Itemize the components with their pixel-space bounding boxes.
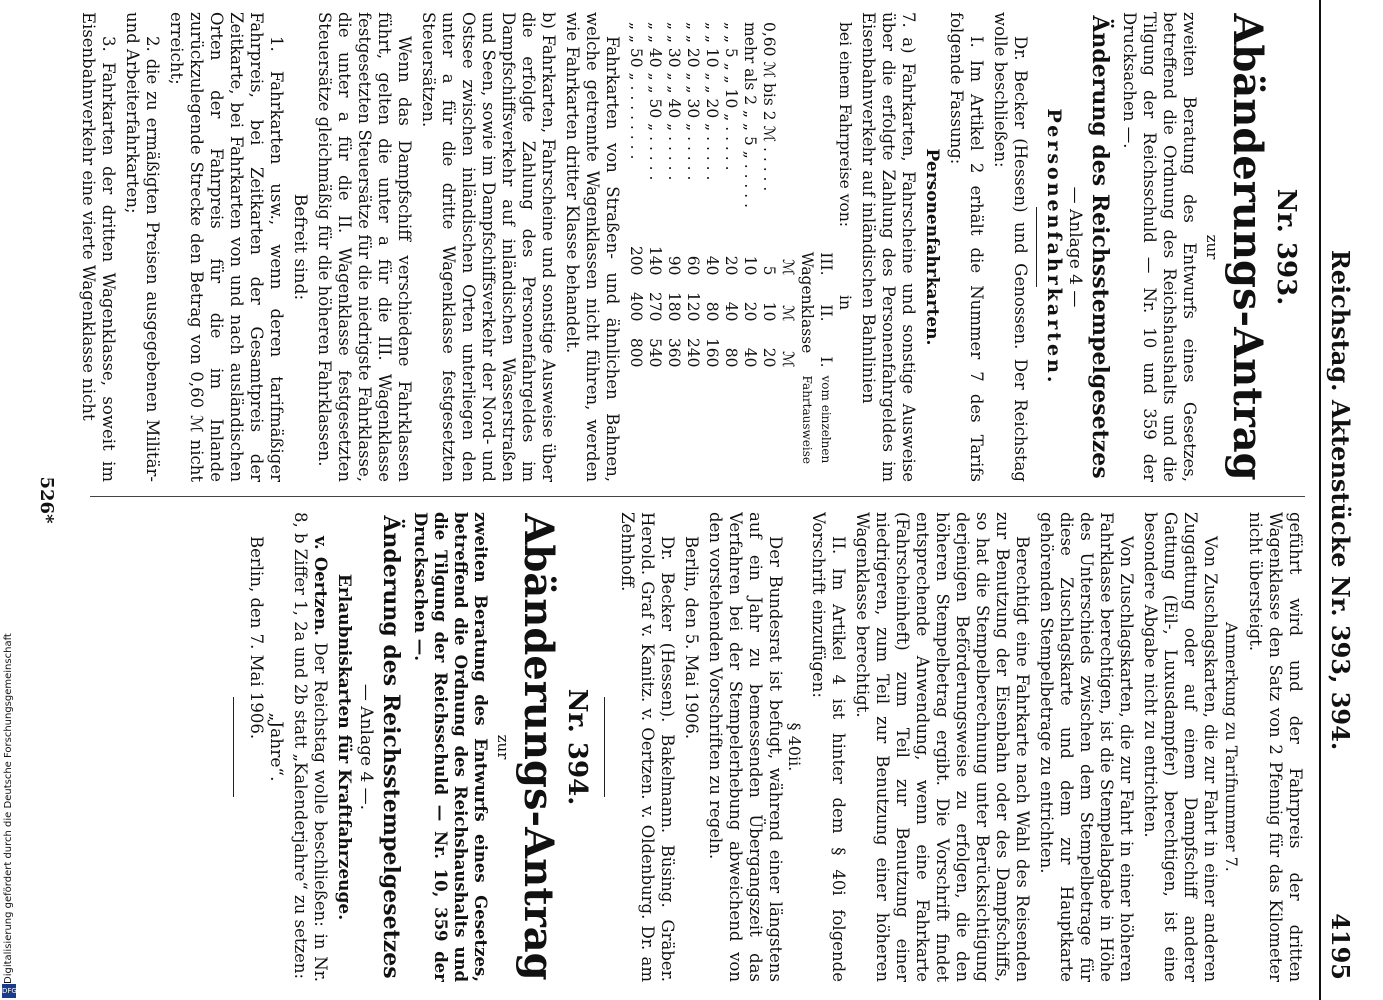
separator: [604, 697, 605, 797]
fare-value: 80: [722, 347, 740, 368]
anmerkung-2: Von Zuschlagskarten, die zur Fahrt in einer höheren Fahrklasse berechtigen, ist die Stempelabgabe in Höhe des Unterschieds zwischen dem Stempelbetrage für diese Zuschlagskarte und dem zur Hauptkarte gehörenden Stempelbetrage zu entrichten.: [1037, 512, 1136, 982]
unit-label: ℳ: [779, 258, 797, 276]
intro-394: zweiten Beratung des Entwurfs eines Gesetzes, betreffend die Ordnung des Reichshaushalts und die Tilgung der Reichsschuld — Nr. 10, 359 der Drucksachen —.: [411, 512, 490, 982]
motion-name: v. Oertzen.: [311, 536, 330, 636]
fare-range: „ „ 5 „ „ 10 „ . . . . .: [722, 22, 740, 171]
motion-text: Der Reichstag wolle beschließen: in Nr. 8, b Ziffer 1, 2a und 2b statt „Kalenderjahre“ zu setzen:: [291, 512, 330, 982]
class-label: II.: [817, 304, 835, 322]
table-row: [664, 18, 683, 468]
fare-value: 140: [646, 245, 664, 276]
fare-range: „ „ 40 „ „ 50 „ . . . . .: [646, 22, 664, 181]
page-header: [1319, 0, 1355, 1000]
table-row: [626, 18, 645, 468]
separator: [233, 697, 234, 797]
table-in: in: [836, 295, 854, 310]
fare-value: 40: [722, 301, 740, 322]
doc-number-393: Nr. 393.: [1271, 188, 1301, 306]
table-row: [721, 18, 740, 468]
page-number: 4195: [1326, 913, 1355, 980]
rule: [1036, 207, 1037, 287]
left-column: [60, 12, 1305, 482]
digitization-note: [2, 604, 16, 994]
fare-value: 540: [646, 337, 664, 368]
digitization-text: Digitalisierung gefördert durch die Deutsche Forschungsgemeinschaft: [3, 633, 14, 984]
fare-value: 200: [627, 245, 645, 276]
exemption-2: 2. die zu ermäßigten Preisen ausgegebenen Militär- und Arbeiterfahrkarten;: [123, 12, 162, 482]
fare-value: 20: [722, 255, 740, 276]
anmerkung-1: Von Zuschlagskarten, die zur Fahrt in einer anderen Zuggattung oder auf einem Dampfschiff anderer Gattung (Eil-, Luxusdampfer) berechtigen, ist eine besondere Abgabe nicht zu entrichten.: [1141, 512, 1220, 982]
quote: „Jahre“.: [266, 712, 286, 782]
befreit-label: Befreit sind:: [290, 193, 310, 301]
sub2: Erlaubniskarten für Kraftfahrzeuge.: [334, 573, 354, 921]
fare-value: 160: [703, 337, 721, 368]
paragraph-7b: b) Fahrkarten, Fahrscheine und sonstige Ausweise über die erfolgte Zahlung des Personenfahrgeldes im Dampfschiffsverkehr auf inländischen Wasserstraßen und Seen, sowie im Dampfschiffsverkehr der Nord- und Ostsee zwischen inländischen Orten unterliegen den unter a für die dritte Wagenklasse festgesetzten Steuersätzen.: [419, 12, 558, 482]
class-label: III.: [817, 252, 835, 276]
date-1: Berlin, den 5. Mai 1906.: [682, 536, 701, 740]
fare-value: 40: [741, 347, 759, 368]
fare-value: 400: [627, 291, 645, 322]
date-2: Berlin, den 7. Mai 1906.: [247, 536, 266, 740]
table-intro: bei einem Fahrpreise von:: [836, 22, 854, 228]
zur-label: zur: [494, 734, 512, 760]
klasse-label: Wagenklasse: [798, 251, 816, 354]
paragraph-sign: § 40ii.: [785, 722, 804, 772]
fare-value: 40: [703, 255, 721, 276]
fare-value: 10: [760, 301, 778, 322]
subtitle-394: Änderung des Reichsstempelgesetzes: [378, 515, 404, 979]
table-row: [702, 18, 721, 468]
subtitle-393: Änderung des Reichsstempelgesetzes: [1087, 15, 1113, 479]
signers: Dr. Becker (Hessen). Bakelmann. Büsing. Gräber. Herold. Graf v. Kanitz. v. Oertzen. v. Oldenburg. Dr. am Zehnhoff.: [618, 512, 677, 982]
anlage-393: — Anlage 4 —: [1065, 186, 1085, 308]
anmerkung-head: Anmerkung zu Tarifnummer 7.: [1222, 622, 1241, 872]
fare-value: 5: [760, 265, 778, 276]
section-spaced: Personenfahrkarten.: [1043, 108, 1065, 386]
doc-number-394: Nr. 394.: [562, 688, 592, 806]
intro-393: zweiten Beratung des Entwurfs eines Gesetzes, betreffend die Ordnung des Reichshaushalts und die Tilgung der Reichsschuld — Nr. 10 und 359 der Drucksachen —.: [1120, 12, 1199, 482]
fare-value: 10: [741, 255, 759, 276]
right-column: [60, 512, 1305, 982]
table-row: [835, 18, 854, 468]
fare-value: 90: [665, 255, 683, 276]
paragraph-strassen: Fahrkarten von Straßen- und ähnlichen Bahnen, welche getrennte Wagenklassen nicht führen, werden wie Fahrkarten dritter Klasse behandelt.: [563, 12, 622, 482]
fare-value: 180: [665, 291, 683, 322]
fare-range: „ „ 30 „ „ 40 „ . . . . .: [665, 22, 683, 181]
paragraph-7a: 7. a) Fahrkarten, Fahrscheine und sonstige Ausweise über die erfolgte Zahlung des Personenfahrgeldes im Eisenbahnverkehr auf inländischen Bahnlinien: [859, 12, 918, 482]
fare-range: „ „ 10 „ „ 20 „ . . . . .: [703, 22, 721, 181]
fare-value: 120: [684, 291, 702, 322]
table-row: [740, 18, 759, 468]
fare-value: 800: [627, 337, 645, 368]
fare-value: 20: [760, 347, 778, 368]
fare-range: „ „ 20 „ „ 30 „ . . . . .: [684, 22, 702, 181]
unit-label: ℳ: [779, 350, 797, 368]
fare-value: 240: [684, 337, 702, 368]
table-right-note: vom einzelnen Fahrtausweise: [800, 375, 833, 464]
fare-value: 270: [646, 291, 664, 322]
continuation: geführt wird und der Fahrpreis der dritten Wagenklasse den Satz von 2 Pfennig für das Kilometer nicht übersteigt.: [1246, 512, 1305, 982]
table-row: [683, 18, 702, 468]
doc-title-393: Abänderungs-Antrag: [1224, 13, 1271, 481]
fare-rows: [626, 18, 778, 468]
paragraph-dampf: Wenn das Dampfschiff verschiedene Fahrklassen führt, gelten die unter a für die III. Wagenklasse festgesetzten Steuersätze für die niedrigste Fahrklasse, die unter a für die II. Wagenklasse festgesetzten Steuersätze gleichmäßig für die höheren Fahrklassen.: [315, 12, 414, 482]
fare-range: 0,60 ℳ bis 2 ℳ . . . . .: [760, 22, 778, 192]
anmerkung-3: Berechtigt eine Fahrkarte nach Wahl des Reisenden zur Benutzung der Eisenbahn oder des Dampfschiffs, so hat die Stempelberechnung unter Berücksichtigung derjenigen Beförderungsweise zu erfolgen, die den höheren Stempelbetrag ergibt. Die Vorschrift findet entsprechende Anwendung, wenn eine Fahrkarte (Fahrscheinheft) zum Teil zur Benutzung einer niedrigeren, zum Teil zur Benutzung einer höheren Wagenklasse berechtigt.: [853, 512, 1032, 982]
fare-value: 360: [665, 337, 683, 368]
paragraph-bundesrat: Der Bundesrat ist befugt, während einer längstens auf ein Jahr zu bemessenden Übergangszeit das Verfahren bei der Stempelerhebung abweichend von den vorstehenden Vorschriften zu regeln.: [706, 512, 785, 982]
exemption-1: 1. Fahrkarten usw., wenn deren tarifmäßiger Fahrpreis, bei Zeitkarten der Gesamtpreis der Zeitkarte, bei Fahrkarten von und nach ausländischen Orten der Fahrpreis für die im Inlande zurückzulegende Strecke den Betrag von 0,60 ℳ nicht erreicht;: [167, 12, 286, 482]
column-divider: [90, 496, 1305, 497]
fare-table: [626, 18, 854, 468]
paragraph-II: II. Im Artikel 4 ist hinter dem § 40i folgende Vorschrift einzufügen:: [809, 512, 848, 982]
fare-range: „ „ 50 „ . . . . . . . .: [627, 22, 645, 160]
zur-label: zur: [1203, 234, 1221, 260]
fare-value: 80: [703, 301, 721, 322]
fare-value: 60: [684, 255, 702, 276]
class-label: I.: [817, 356, 835, 368]
fare-range: mehr als 2 „ „ 5 „ . . . . .: [741, 22, 759, 209]
fare-value: 20: [741, 301, 759, 322]
anlage-394: — Anlage 4 —.: [356, 683, 376, 811]
dfg-logo: DFG: [2, 984, 16, 998]
paragraph-I: I. Im Artikel 2 erhält die Nummer 7 des Tarifs folgende Fassung:: [947, 12, 986, 482]
section-head: Personenfahrkarten.: [922, 148, 942, 346]
unit-label: ℳ: [779, 304, 797, 322]
doc-title-394: Abänderungs-Antrag: [515, 513, 562, 981]
footer-number: 526*: [36, 476, 57, 524]
exemption-3: 3. Fahrkarten der dritten Wagenklasse, soweit im Eisenbahnverkehr eine vierte Wagenklasse nicht: [79, 12, 118, 482]
motion-393: Dr. Becker (Hessen) und Genossen. Der Reichstag wolle beschließen:: [991, 12, 1030, 482]
header-title: Reichstag. Aktenstücke Nr. 393, 394.: [1326, 249, 1355, 751]
table-row: [645, 18, 664, 468]
table-row: [759, 18, 778, 468]
